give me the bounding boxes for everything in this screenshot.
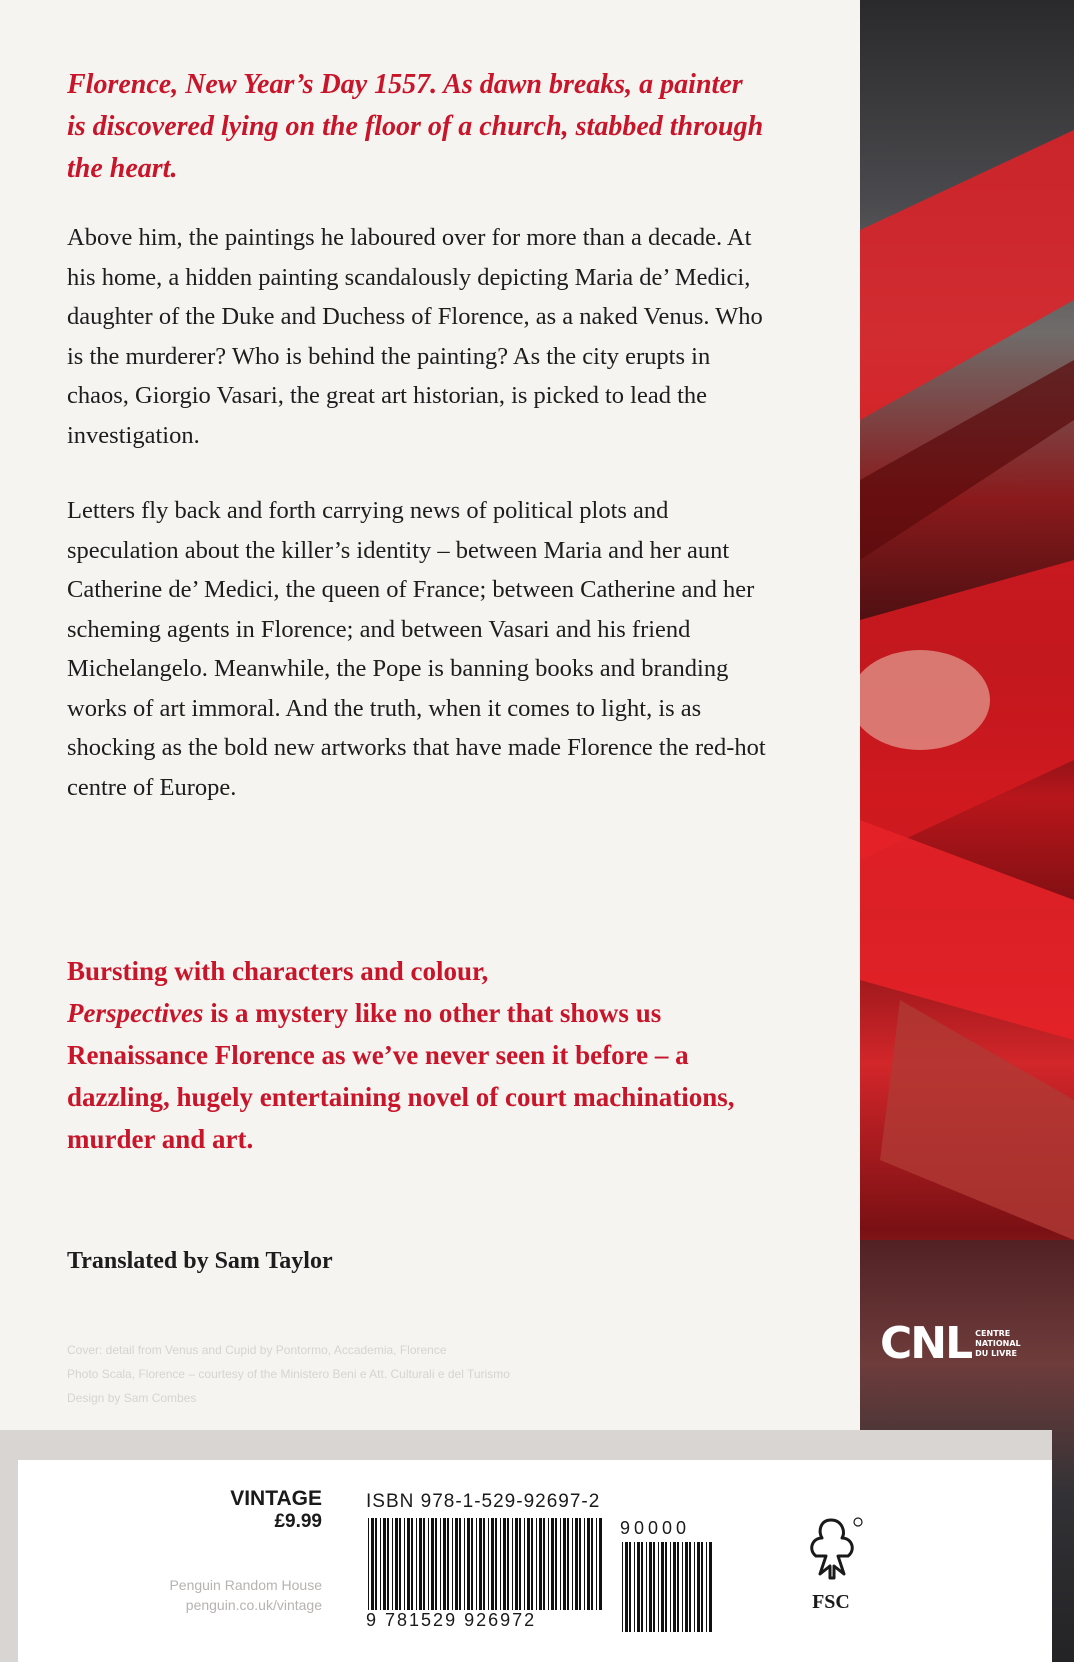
barcode-bar <box>694 1542 695 1632</box>
barcode-bar <box>572 1518 573 1610</box>
cnl-logo <box>880 1318 1027 1369</box>
barcode-bar <box>431 1518 434 1610</box>
isbn-barcode <box>366 1518 604 1610</box>
praise-quote: Bursting with characters and colour, Perspectives is a mystery like no other that shows us Renaissance Florence as we’ve never seen it before – a dazzling, hugely entertaining novel of court machinations, murder and art. <box>67 956 735 1154</box>
barcode-bar <box>507 1518 509 1610</box>
barcode-bar <box>575 1518 578 1610</box>
barcode-bar <box>596 1518 597 1610</box>
barcode-bar <box>641 1542 643 1632</box>
barcode-bar <box>471 1518 473 1610</box>
barcode-bar <box>579 1518 581 1610</box>
barcode-bar <box>512 1518 513 1610</box>
barcode-bar <box>709 1542 712 1632</box>
barcode-bar <box>464 1518 465 1610</box>
barcode-bar <box>685 1542 688 1632</box>
barcode-bar <box>531 1518 533 1610</box>
barcode-bar <box>587 1518 590 1610</box>
barcode-bar <box>371 1518 374 1610</box>
barcode-bar <box>479 1518 482 1610</box>
barcode-bar <box>459 1518 461 1610</box>
barcode-bar <box>706 1542 707 1632</box>
barcode-bar <box>411 1518 413 1610</box>
barcode-bar <box>653 1542 655 1632</box>
barcode-bar <box>423 1518 425 1610</box>
barcode-bar <box>380 1518 381 1610</box>
barcode-bar <box>599 1518 602 1610</box>
barcode-bar <box>591 1518 593 1610</box>
isbn-label: ISBN 978-1-529-92697-2 <box>366 1491 601 1512</box>
blurb <box>67 64 767 843</box>
barcode-bar <box>452 1518 453 1610</box>
barcode-bar <box>665 1542 667 1632</box>
barcode-bar <box>495 1518 497 1610</box>
fsc-label: FSC <box>812 1591 850 1613</box>
barcode-bar <box>661 1542 664 1632</box>
barcode-bar <box>563 1518 566 1610</box>
barcode-bar <box>435 1518 437 1610</box>
barcode-digits: 9 781529 926972 <box>366 1610 537 1630</box>
credit-line: Photo Scala, Florence – courtesy of the Ministero Beni e Att. Culturali e del Turismo <box>67 1367 510 1381</box>
blurb-paragraph: Above him, the paintings he laboured over for more than a decade. At his home, a hidden painting scandalously depicting Maria de’ Medici, daughter of the Duke and Duchess of Florence, as a naked Venus. Who is the murderer? Who is behind the painting? As the city erupts in chaos, Giorgio Vasari, the great art historian, is picked to lead the investigation. <box>67 224 763 449</box>
barcode-bar <box>649 1542 652 1632</box>
book-title: Perspectives <box>67 998 204 1028</box>
barcode-bar <box>539 1518 542 1610</box>
fsc-tree-icon <box>796 1514 866 1584</box>
barcode-bar <box>543 1518 545 1610</box>
price-addon-digits: 90000 <box>620 1518 691 1538</box>
imprint: VINTAGE <box>230 1487 322 1510</box>
barcode-bar <box>491 1518 494 1610</box>
barcode-bar <box>416 1518 417 1610</box>
cover-artwork <box>860 0 1074 1662</box>
barcode-bar <box>536 1518 537 1610</box>
barcode-bar <box>392 1518 393 1610</box>
cover-credits <box>67 1338 787 1410</box>
barcode-bar <box>368 1518 369 1610</box>
barcode-bar <box>455 1518 458 1610</box>
barcode-bar <box>447 1518 449 1610</box>
barcode-bar <box>629 1542 631 1632</box>
price-addon-barcode <box>620 1542 712 1632</box>
barcode-bar <box>673 1542 676 1632</box>
barcode-bar <box>682 1542 683 1632</box>
barcode-bar <box>527 1518 530 1610</box>
barcode-bar <box>697 1542 700 1632</box>
barcode-bar <box>560 1518 561 1610</box>
blurb-paragraph: Letters fly back and forth carrying news of political plots and speculation about the killer’s identity – between Maria and her aunt Catherine de’ Medici, the queen of France; between Catherine and her scheming agents in Florence; and between Vasari and his friend Michelangelo. Meanwhile, the Pope is banning books and branding works of art immoral. And the truth, when it comes to light, is as shocking as the bold new artworks that have made Florence the red-hot centre of Europe. <box>67 497 766 801</box>
blurb-lede: Florence, New Year’s Day 1557. As dawn breaks, a painter is discovered lying on the floor of a church, stabbed through the heart. <box>67 69 764 184</box>
barcode-bar <box>658 1542 659 1632</box>
price: £9.99 <box>274 1511 322 1532</box>
credit-line: Design by Sam Combes <box>67 1391 197 1405</box>
barcode-bar <box>637 1542 640 1632</box>
fsc-logo <box>786 1514 876 1614</box>
barcode-bar <box>677 1542 679 1632</box>
barcode-bar <box>646 1542 647 1632</box>
credit-line: Cover: detail from Venus and Cupid by Pontormo, Accademia, Florence <box>67 1343 447 1357</box>
barcode-bar <box>443 1518 446 1610</box>
barcode-bar <box>383 1518 386 1610</box>
barcode-bar <box>419 1518 422 1610</box>
barcode-bar <box>404 1518 405 1610</box>
barcode-bar <box>395 1518 398 1610</box>
barcode-bar <box>551 1518 554 1610</box>
cnl-subtitle: CENTRE NATIONAL DU LIVRE <box>975 1329 1021 1358</box>
barcode-bar <box>634 1542 635 1632</box>
barcode-bar <box>622 1542 623 1632</box>
barcode-bar <box>701 1542 703 1632</box>
barcode-bar <box>548 1518 549 1610</box>
barcode-bar <box>488 1518 489 1610</box>
barcode-bar <box>440 1518 441 1610</box>
translator-credit: Translated by Sam Taylor <box>67 1248 333 1274</box>
barcode-bar <box>500 1518 501 1610</box>
barcode-bar <box>476 1518 477 1610</box>
publisher-url: penguin.co.uk/vintage <box>185 1597 322 1613</box>
barcode-bar <box>387 1518 389 1610</box>
barcode-bar <box>567 1518 569 1610</box>
barcode-bar <box>519 1518 521 1610</box>
barcode-bar <box>483 1518 485 1610</box>
barcode-bar <box>689 1542 691 1632</box>
barcode-bar <box>503 1518 506 1610</box>
cnl-mark: CNL <box>880 1318 972 1369</box>
barcode-bar <box>399 1518 401 1610</box>
publisher-block <box>160 1487 322 1615</box>
barcode-bar <box>407 1518 410 1610</box>
barcode-bar <box>375 1518 377 1610</box>
barcode-bar <box>584 1518 585 1610</box>
barcode-bar <box>625 1542 628 1632</box>
barcode-bar <box>467 1518 470 1610</box>
barcode-bar <box>555 1518 557 1610</box>
publisher-name: Penguin Random House penguin.co.uk/vintage <box>169 1577 322 1613</box>
barcode-bar <box>670 1542 671 1632</box>
barcode-bar <box>428 1518 429 1610</box>
barcode-bar <box>515 1518 518 1610</box>
barcode-bar <box>524 1518 525 1610</box>
